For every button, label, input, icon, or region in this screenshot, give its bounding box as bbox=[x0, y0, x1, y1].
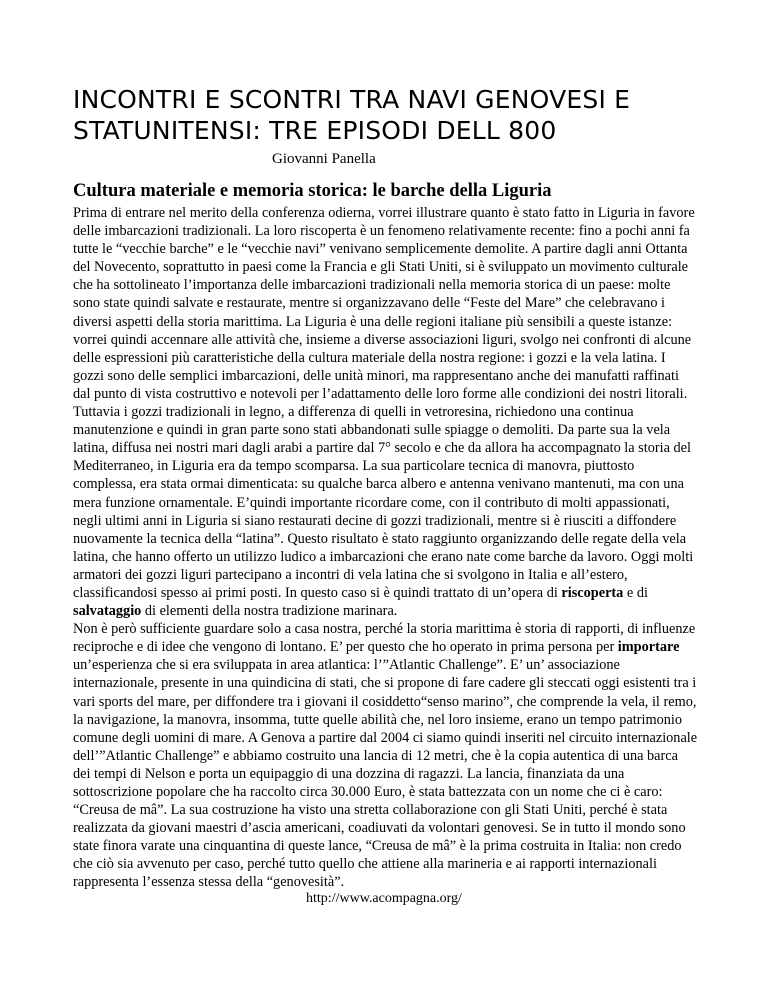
paragraph-2-text-b: un’esperienza che si era sviluppata in area atlantica: l’”Atlantic Challenge”. E’ un’ associazione internazionale, presente in una quindicina di stati, che si propone di fare cadere gli steccati oggi esistenti tra i vari sports del mare, per diffondere tra i giovani il cosiddetto“senso marino”, che comprende la vela, il remo, la navigazione, la manovra, insomma, tutte quelle abilità che, nel loro insieme, erano un tempo patrimonio comune degli uomini di mare. A Genova a partire dal 2004 ci siamo quindi inseriti nel circuito internazionale dell’”Atlantic Challenge” e abbiamo costruito una lancia di 12 metri, che è la copia autentica di una barca dei tempi di Nelson e porta un equipaggio di una dozzina di ragazzi. La lancia, finanziata da una sottoscrizione popolare che ha raccolto circa 30.000 Euro, è stata battezzata con un nome che ci è caro: “Creusa de mâ”. La sua costruzione ha visto una stretta collaborazione con gli Stati Uniti, perché è stata realizzata da giovani maestri d’ascia americani, coadiuvati da volontari genovesi. Se in tutto il mondo sono state finora varate una cinquantina di queste lance, “Creusa de mâ” è la prima costruita in Italia: non credo che ciò sia avvenuto per caso, perché tutto quello che attiene alla marineria e ai rapporti internazionali rappresenta l’essenza stessa della “genovesità”. bbox=[73, 657, 698, 891]
paragraph-2-text-a: Non è però sufficiente guardare solo a casa nostra, perché la storia marittima è storia di rapporti, di influenze reciproche e di idee che vengono di lontano. E’ per questo che ho operato in prima persona per bbox=[73, 621, 696, 656]
paragraph-1-text-a: Prima di entrare nel merito della conferenza odierna, vorrei illustrare quanto è stato fatto in Liguria in favore delle imbarcazioni tradizionali. La loro riscoperta è un fenomeno relativamente recente: fino a pochi anni fa tutte le “vecchie barche” e le “vecchie navi” venivano semplicemente demolite. A partire dagli anni Ottanta del Novecento, soprattutto in paesi come la Francia e gli Stati Uniti, si è sviluppato un movimento culturale che ha sottolineato l’importanza delle imbarcazioni tradizionali nella memoria storica di un paese: molte sono state quindi salvate e restaurate, mentre si organizzavano delle “Feste del Mare” che celebravano i diversi aspetti della storia marittima. La Liguria è una delle regioni italiane più sensibili a queste istanze: vorrei quindi accennare alle attività che, insieme a diverse associazioni liguri, svolgo nei confronti di alcune delle espressioni più caratteristiche della cultura materiale della nostra regione: i gozzi e la vela latina. I gozzi sono delle semplici imbarcazioni, delle unità minori, ma rappresentano anche dei manufatti raffinati dal punto di vista costruttivo e notevoli per l’adattamento delle loro forme alle condizioni dei nostri litorali. Tuttavia i gozzi tradizionali in legno, a differenza di quelli in vetroresina, richiedono una continua manutenzione e quindi in gran parte sono stati abbandonati sulle spiagge o demoliti. Da parte sua la vela latina, diffusa nei nostri mari dagli arabi a partire dal 7° secolo e che da allora ha accompagnato la storia del Mediterraneo, in Liguria era da tempo scomparsa. La sua particolare tecnica di manovra, piuttosto complessa, era stata ormai dimenticata: su qualche barca albero e antenna venivano mantenuti, ma con una mera funzione ornamentale. E’quindi importante ricordare come, con il contributo di molti appassionati, negli ultimi anni in Liguria si siano restaurati decine di gozzi tradizionali, mentre si è riusciti a diffondere nuovamente la tecnica della “latina”. Questo risultato è stato raggiunto organizzando delle regate della vela latina, che hanno offerto un utilizzo ludico a imbarcazioni che erano nate come barche da lavoro. Oggi molti armatori dei gozzi liguri partecipano a incontri di vela latina che si svolgono in Italia e all’estero, classificandosi spesso ai primi posti. In questo caso si è quindi trattato di un’opera di bbox=[73, 205, 695, 601]
bold-importare: importare bbox=[617, 639, 680, 656]
bold-riscoperta: riscoperta bbox=[561, 584, 624, 601]
document-title: INCONTRI E SCONTRI TRA NAVI GENOVESI E STATUNITENSI: TRE EPISODI DELL 800 bbox=[73, 85, 631, 145]
paragraph-2 bbox=[73, 620, 699, 891]
footer-url: http://www.acompagna.org/ bbox=[306, 891, 462, 906]
body-text bbox=[73, 204, 699, 892]
paragraph-1-text-c: di elementi della nostra tradizione marinara. bbox=[141, 603, 398, 620]
bold-salvataggio: salvataggio bbox=[73, 603, 142, 620]
author-name: Giovanni Panella bbox=[272, 151, 376, 167]
paragraph-1 bbox=[73, 204, 699, 620]
section-heading: Cultura materiale e memoria storica: le barche della Liguria bbox=[73, 181, 552, 201]
paragraph-1-text-b: e di bbox=[623, 584, 648, 601]
